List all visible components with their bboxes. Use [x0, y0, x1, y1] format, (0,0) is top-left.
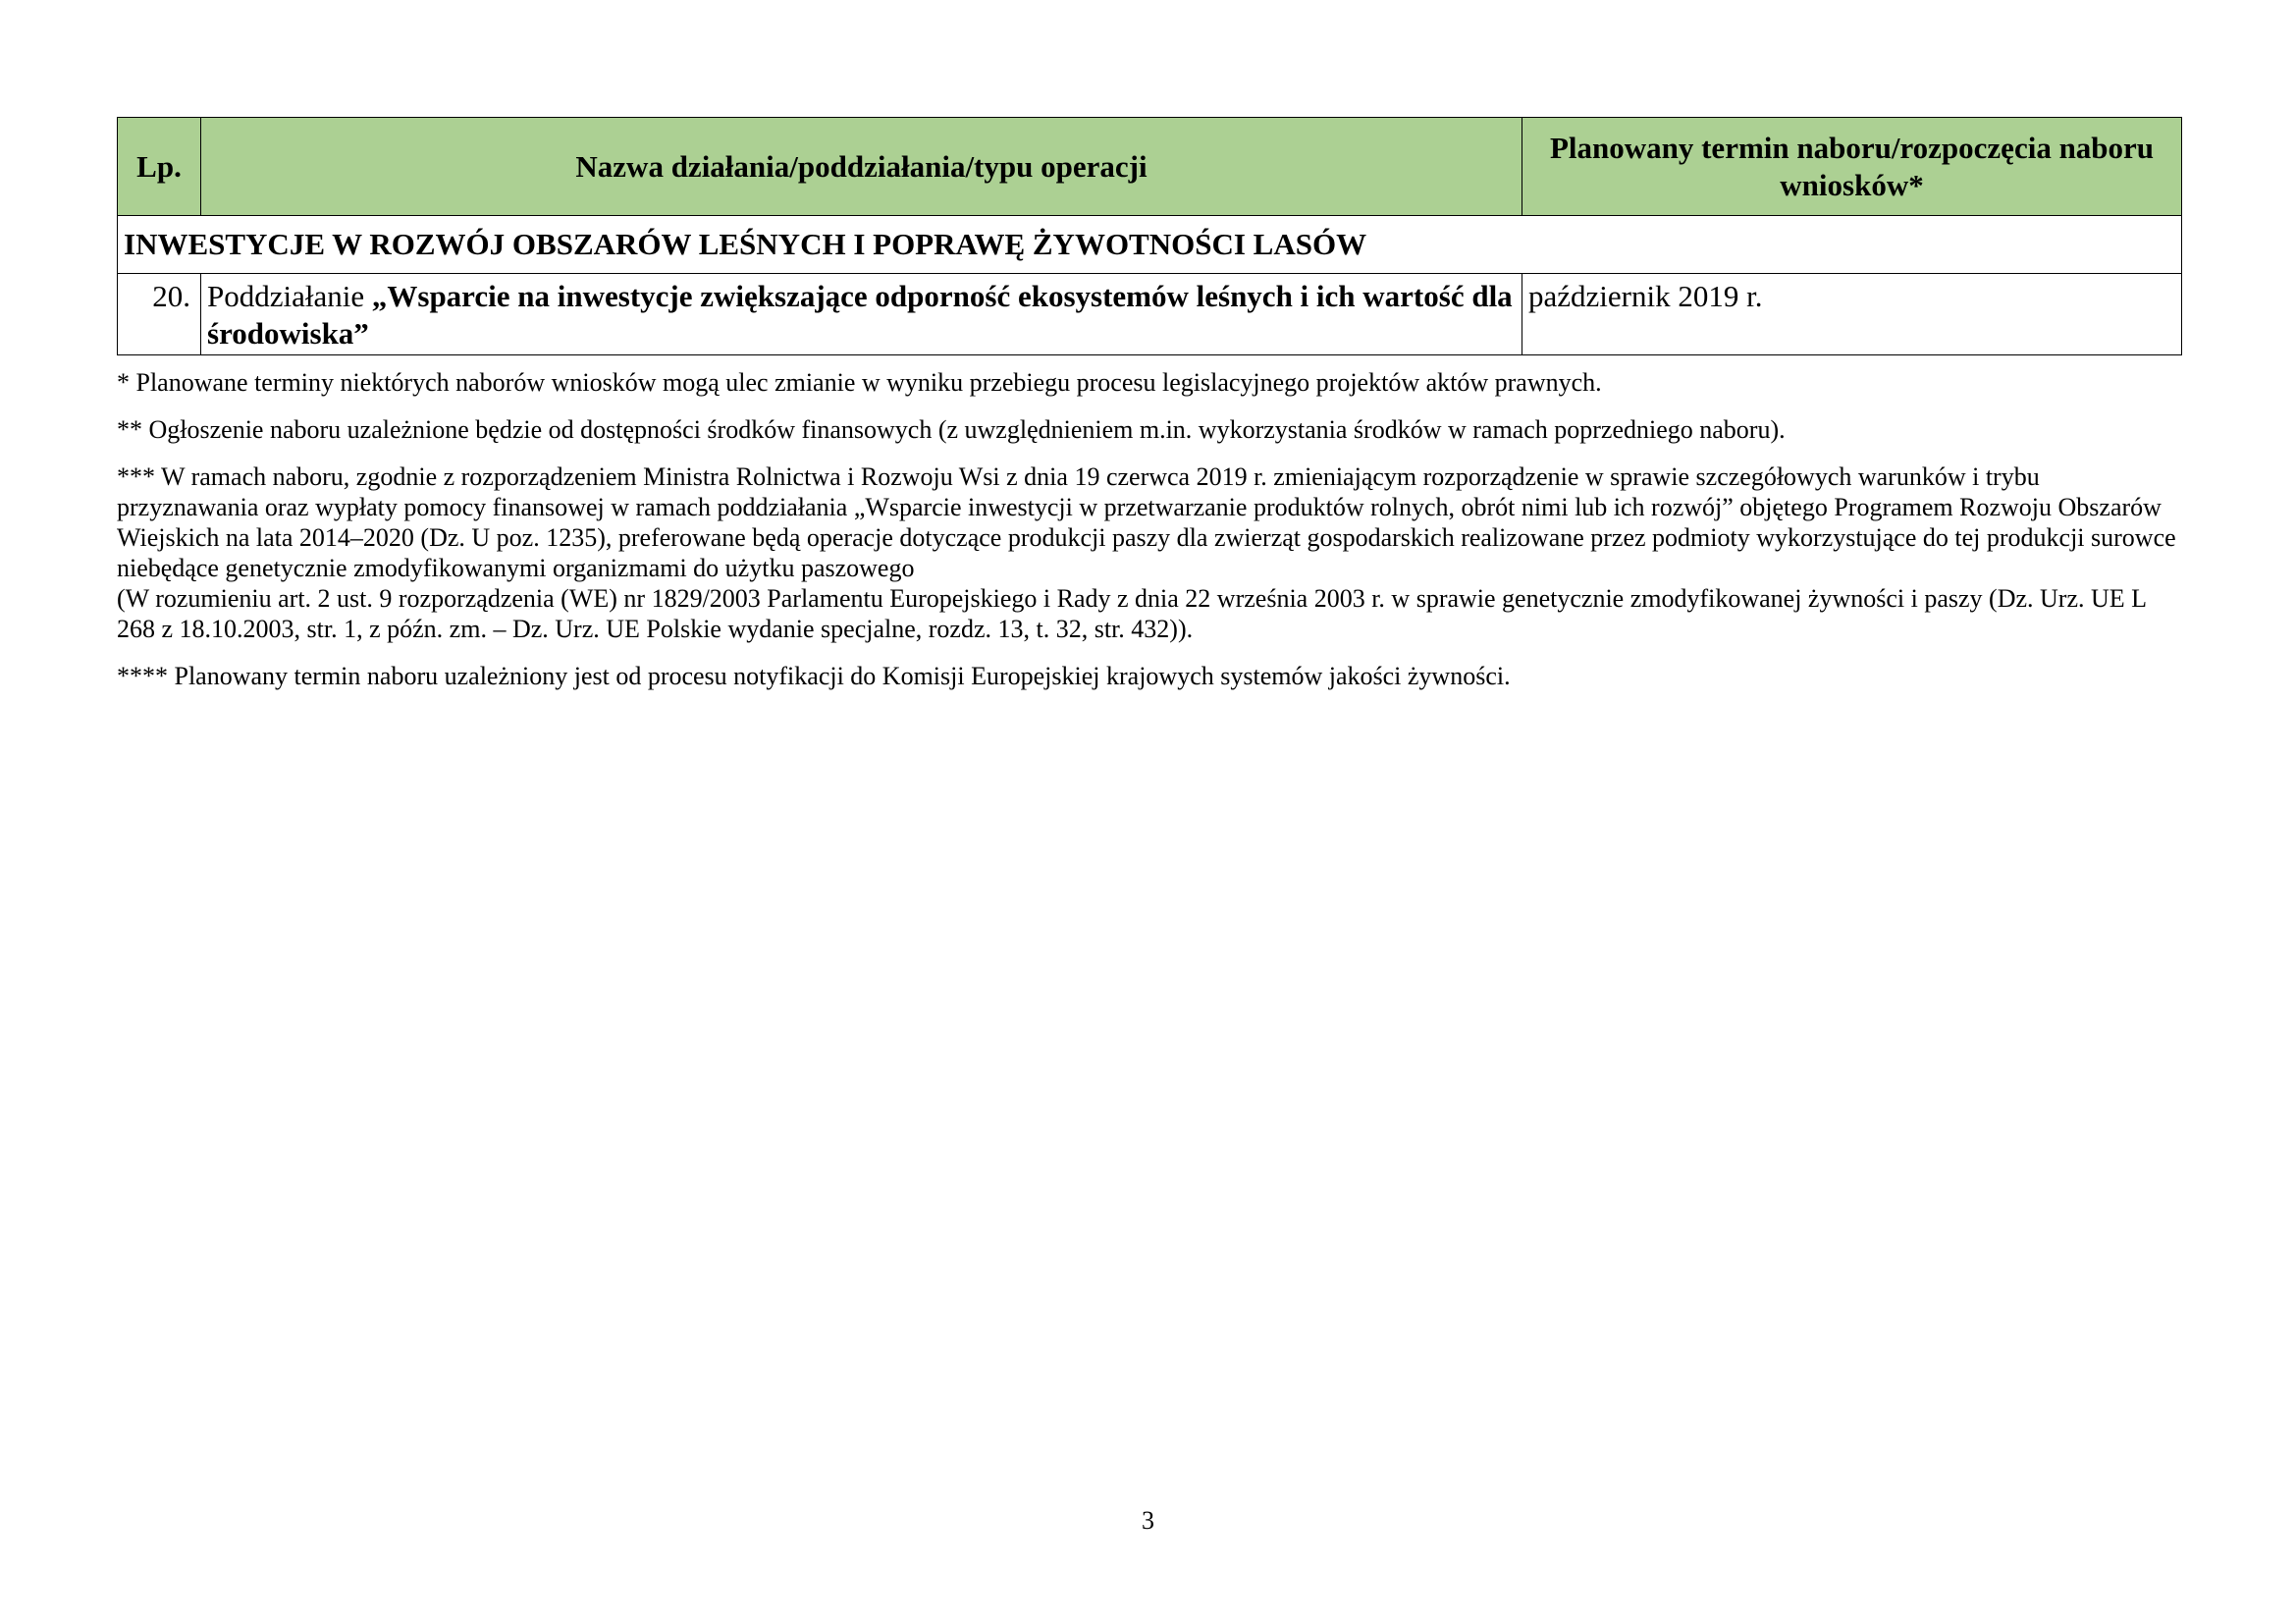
- footnote-3-definition: (W rozumieniu art. 2 ust. 9 rozporządzenia (WE) nr 1829/2003 Parlamentu Europejskiego i Rady z dnia 22 września 2003 r. w sprawie genetycznie zmodyfikowanej żywności i paszy (Dz. Urz. UE L 268 z 18.10.2003, str. 1, z późn. zm. – Dz. Urz. UE Polskie wydanie specjalne, rozdz. 13, t. 32, str. 432)).: [117, 584, 2147, 643]
- footnote-2: ** Ogłoszenie naboru uzależnione będzie od dostępności środków finansowych (z uwzględnieniem m.in. wykorzystania środków w ramach poprzedniego naboru).: [117, 415, 1786, 444]
- header-planned-date: Planowany termin naboru/rozpoczęcia naboru wniosków*: [1522, 118, 2182, 216]
- row-planned-date: październik 2019 r.: [1522, 274, 2182, 355]
- header-action-name: Nazwa działania/poddziałania/typu operacji: [201, 118, 1522, 216]
- header-lp: Lp.: [118, 118, 201, 216]
- row-name-prefix: Poddziałanie: [207, 279, 372, 313]
- section-title: INWESTYCJE W ROZWÓJ OBSZARÓW LEŚNYCH I POPRAWĘ ŻYWOTNOŚCI LASÓW: [118, 216, 2182, 274]
- row-action-name: [201, 274, 1522, 355]
- row-number: 20.: [118, 274, 201, 355]
- footnote-3: [117, 461, 2181, 644]
- footnote-3-main: *** W ramach naboru, zgodnie z rozporządzeniem Ministra Rolnictwa i Rozwoju Wsi z dnia 19 czerwca 2019 r. zmieniającym rozporządzenie w sprawie szczegółowych warunków i trybu przyznawania oraz wypłaty pomocy finansowej w ramach poddziałania „Wsparcie inwestycji w przetwarzanie produktów rolnych, obrót nimi lub ich rozwój” objętego Programem Rozwoju Obszarów Wiejskich na lata 2014–2020 (Dz. U poz. 1235), preferowane będą operacje dotyczące produkcji paszy dla zwierząt gospodarskich realizowane przez podmioty wykorzystujące do tej produkcji surowce niebędące genetycznie zmodyfikowanymi organizmami do użytku paszowego: [117, 462, 2176, 582]
- table-header-row: [118, 118, 2182, 216]
- footnote-1: * Planowane terminy niektórych naborów wniosków mogą ulec zmianie w wyniku przebiegu procesu legislacyjnego projektów aktów prawnych.: [117, 368, 1602, 397]
- row-name-title: „Wsparcie na inwestycje zwiększające odporność ekosystemów leśnych i ich wartość dla środowiska”: [207, 279, 1513, 351]
- table-row: [118, 274, 2182, 355]
- footnotes: [117, 367, 2181, 708]
- page-number: 3: [1142, 1506, 1154, 1535]
- section-row: [118, 216, 2182, 274]
- schedule-table: [117, 117, 2182, 355]
- footnote-4: **** Planowany termin naboru uzależniony jest od procesu notyfikacji do Komisji Europejskiej krajowych systemów jakości żywności.: [117, 662, 1511, 690]
